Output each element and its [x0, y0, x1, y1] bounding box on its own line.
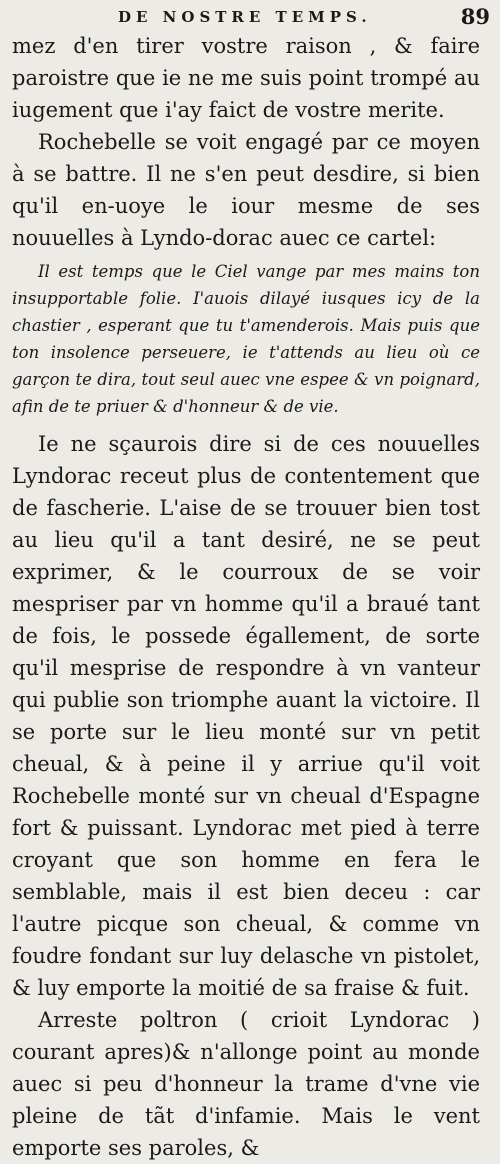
body-text — [12, 30, 480, 1164]
running-title: DE NOSTRE TEMPS. — [118, 8, 372, 26]
page-number: 89 — [460, 4, 490, 29]
page-header — [0, 6, 500, 32]
paragraph-continuation: mez d'en tirer vostre raison , & faire paroistre que ie ne me suis point trompé au iugement que i'ay faict de vostre merite. — [12, 34, 480, 122]
paragraph: Ie ne sçaurois dire si de ces nouuelles Lyndorac receut plus de contentement que de fascherie. L'aise de se trouuer bien tost au lieu qu'il a tant desiré, ne se peut exprimer, & le courroux de se voir mespriser par vn homme qu'il a braué tant de fois, le possede égallement, de sorte qu'il mesprise de respondre à vn vanteur qui publie son triomphe auant la victoire. Il se porte sur le lieu monté sur vn petit cheual, & à peine il y arriue qu'il voit Rochebelle monté sur vn cheual d'Espagne fort & puissant. Lyndorac met pied à terre croyant que son homme en fera le semblable, mais il est bien deceu : car l'autre picque son cheual, & comme vn foudre fondant sur luy delasche vn pistolet, & luy emporte la moitié de sa fraise & fuit. — [12, 432, 480, 1000]
cartel-letter: Il est temps que le Ciel vange par mes mains ton insupportable folie. I'auois dilayé iusques icy de la chastier , esperant que tu t'amenderois. Mais puis que ton insolence perseuere, ie t'attends au lieu où ce garçon te dira, tout seul auec vne espee & vn poignard, afin de te priuer & d'honneur & de vie. — [12, 262, 480, 416]
paragraph: Rochebelle se voit engagé par ce moyen à se battre. Il ne s'en peut desdire, si bien qu'il en-uoye le iour mesme de ses nouuelles à Lyndo-dorac auec ce cartel: — [12, 130, 480, 250]
paragraph: Arreste poltron ( crioit Lyndorac ) courant apres)& n'allonge point au monde auec si peu d'honneur la trame d'vne vie pleine de tãt d'infamie. Mais le vent emporte ses paroles, & — [12, 1008, 480, 1160]
